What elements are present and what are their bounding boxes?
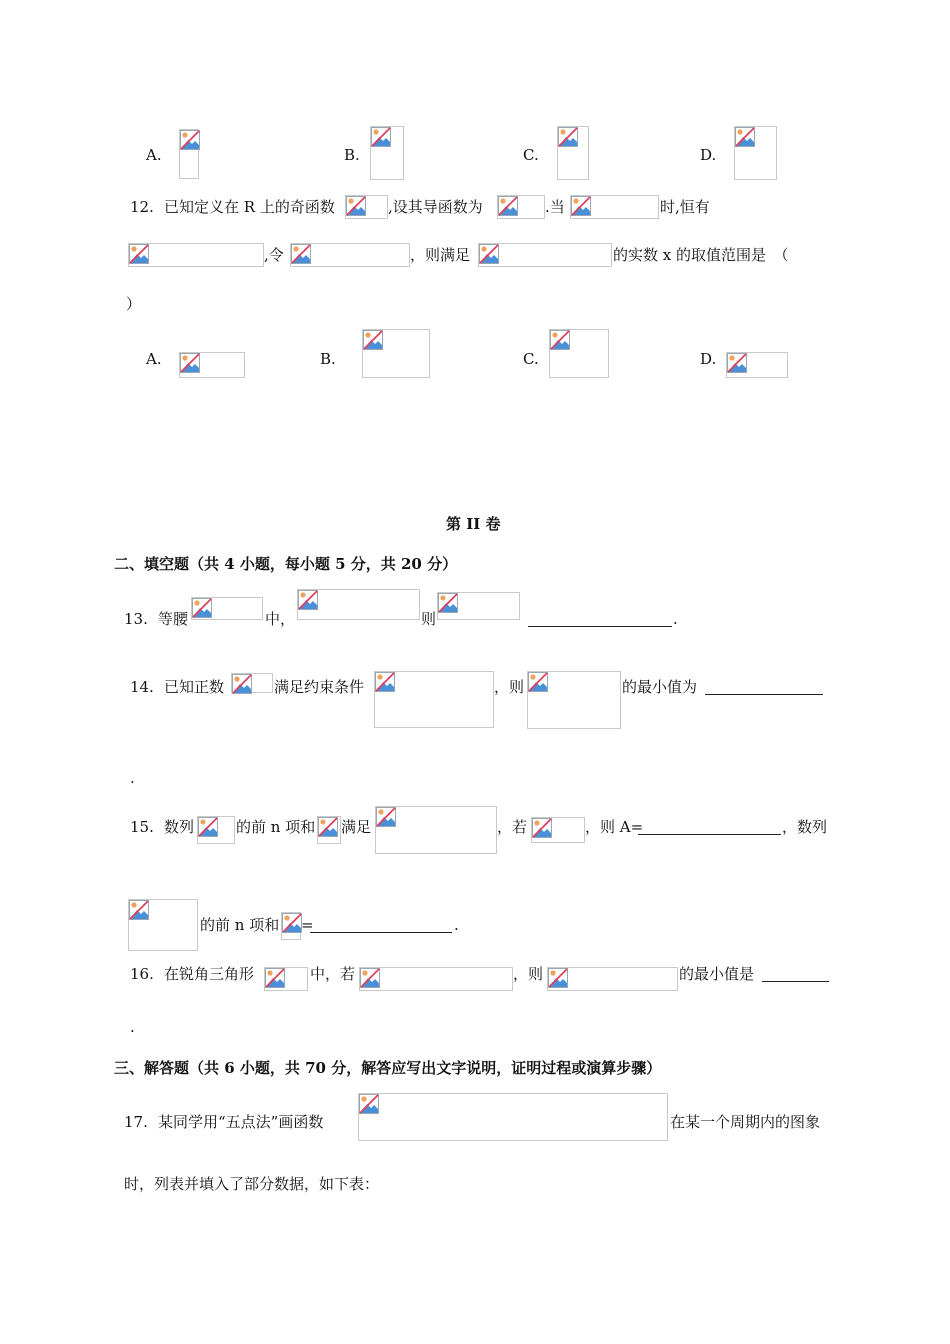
q15-text: 满足	[341, 818, 372, 836]
q13-text: 中，	[265, 610, 296, 628]
broken-image-icon	[528, 672, 548, 692]
q17-number: 17.	[124, 1113, 148, 1131]
broken-image-icon	[180, 353, 200, 373]
q13-formula-image	[297, 589, 420, 620]
broken-image-icon	[360, 968, 380, 988]
q14-text: 满足约束条件	[274, 678, 365, 696]
q12-text: 时,恒有	[660, 198, 710, 216]
q11-option-b-label: B.	[344, 146, 360, 164]
q16-answer-blank[interactable]	[762, 981, 829, 982]
volume-title: 第 II 卷	[446, 515, 501, 533]
q12-text: ,令	[264, 246, 284, 264]
q16-formula-image	[264, 967, 308, 991]
broken-image-icon	[298, 590, 318, 610]
q12-text: ,设其导函数为	[388, 198, 483, 216]
q13-end-period: .	[673, 610, 678, 628]
q16-formula-image	[359, 967, 513, 991]
q12-option-d-formula-image	[726, 352, 788, 378]
broken-image-icon	[438, 593, 458, 613]
q12-formula-image	[345, 195, 388, 219]
q15-formula-image	[128, 899, 198, 951]
q17-formula-image	[358, 1093, 668, 1141]
broken-image-icon	[359, 1094, 379, 1114]
q13-number: 13.	[124, 610, 148, 628]
q12-close-paren: ）	[126, 295, 142, 313]
q11-option-b-formula-image	[370, 126, 404, 180]
q16-text: 中，若	[310, 965, 356, 983]
q15-formula-image	[281, 912, 301, 940]
broken-image-icon	[180, 130, 200, 150]
q12-option-a-formula-image	[179, 352, 245, 378]
q15-formula-image	[197, 816, 235, 844]
q15-answer-blank-sum[interactable]	[310, 932, 452, 933]
q13-text: 等腰	[158, 610, 189, 628]
q17-text: 在某一个周期内的图象	[670, 1113, 821, 1131]
q11-option-c-formula-image	[557, 126, 589, 180]
broken-image-icon	[129, 900, 149, 920]
q15-formula-image	[375, 806, 497, 854]
q12-text: .当	[545, 198, 565, 216]
q12-option-d-label: D.	[700, 350, 717, 368]
q11-option-d-label: D.	[700, 146, 717, 164]
q11-option-a-formula-image	[179, 129, 199, 179]
broken-image-icon	[291, 244, 311, 264]
q15-text: ，若	[497, 818, 528, 836]
q14-text: ，则	[494, 678, 525, 696]
broken-image-icon	[232, 674, 252, 694]
q12-option-b-formula-image	[362, 329, 430, 378]
broken-image-icon	[375, 672, 395, 692]
broken-image-icon	[265, 968, 285, 988]
broken-image-icon	[479, 244, 499, 264]
broken-image-icon	[346, 196, 366, 216]
q12-option-b-label: B.	[320, 350, 336, 368]
broken-image-icon	[550, 330, 570, 350]
broken-image-icon	[192, 598, 212, 618]
q12-option-c-label: C.	[523, 350, 539, 368]
broken-image-icon	[498, 196, 518, 216]
section-heading-answer: 三、解答题（共 6 小题，共 70 分，解答应写出文字说明，证明过程或演算步骤）	[114, 1059, 662, 1077]
q15-end-period: .	[454, 916, 459, 934]
q15-text: 数列	[164, 818, 195, 836]
broken-image-icon	[376, 807, 396, 827]
q15-formula-image	[531, 817, 585, 843]
q12-formula-image	[478, 243, 612, 267]
broken-image-icon	[532, 818, 552, 838]
q12-formula-image	[570, 195, 659, 219]
q15-text: ，数列	[782, 818, 828, 836]
q11-option-d-formula-image	[734, 126, 777, 180]
q17-text: 时，列表并填入了部分数据，如下表：	[124, 1175, 380, 1193]
q15-equals: =	[301, 916, 314, 934]
q14-text: 已知正数	[164, 678, 225, 696]
broken-image-icon	[735, 127, 755, 147]
q15-text: 的前 n 项和	[200, 916, 280, 934]
q12-formula-image	[290, 243, 410, 267]
q12-text: ，则满足	[410, 246, 471, 264]
broken-image-icon	[548, 968, 568, 988]
broken-image-icon	[282, 913, 302, 933]
q15-text: 的前 n 项和	[236, 818, 316, 836]
q12-option-a-label: A.	[146, 350, 162, 368]
broken-image-icon	[558, 127, 578, 147]
q11-option-c-label: C.	[523, 146, 539, 164]
q12-text: 已知定义在 R 上的奇函数	[164, 198, 335, 216]
q13-formula-image	[437, 592, 520, 620]
q16-text: 的最小值是	[679, 965, 755, 983]
broken-image-icon	[371, 127, 391, 147]
q14-text: 的最小值为	[622, 678, 698, 696]
broken-image-icon	[129, 244, 149, 264]
q14-formula-image	[231, 673, 273, 693]
q11-option-a-label: A.	[146, 146, 162, 164]
broken-image-icon	[318, 817, 338, 837]
q14-answer-blank[interactable]	[705, 694, 823, 695]
q12-option-c-formula-image	[549, 329, 609, 378]
q16-number: 16.	[130, 965, 154, 983]
q12-text: 的实数 x 的取值范围是 （	[613, 246, 789, 264]
q16-formula-image	[547, 967, 678, 991]
q14-number: 14.	[130, 678, 154, 696]
q13-text: 则	[421, 610, 437, 628]
broken-image-icon	[727, 353, 747, 373]
broken-image-icon	[363, 330, 383, 350]
q13-answer-blank[interactable]	[528, 626, 672, 627]
q15-formula-image	[317, 816, 341, 844]
q16-text: 在锐角三角形	[164, 965, 255, 983]
section-heading-fill-in: 二、填空题（共 4 小题，每小题 5 分，共 20 分）	[114, 555, 458, 573]
q15-number: 15.	[130, 818, 154, 836]
q17-text: 某同学用“五点法”画函数	[158, 1113, 324, 1131]
q12-formula-image	[128, 243, 264, 267]
q12-number: 12.	[130, 198, 154, 216]
q12-formula-image	[497, 195, 545, 219]
broken-image-icon	[198, 817, 218, 837]
q14-formula-image	[527, 671, 621, 729]
q16-text: ，则	[513, 965, 544, 983]
q15-answer-blank-a[interactable]	[638, 834, 781, 835]
broken-image-icon	[571, 196, 591, 216]
q13-formula-image	[191, 597, 263, 620]
q14-formula-image	[374, 671, 494, 728]
q14-end-period: .	[130, 769, 135, 787]
q15-text: ，则 A=	[585, 818, 644, 836]
q16-end-period: .	[130, 1018, 135, 1036]
